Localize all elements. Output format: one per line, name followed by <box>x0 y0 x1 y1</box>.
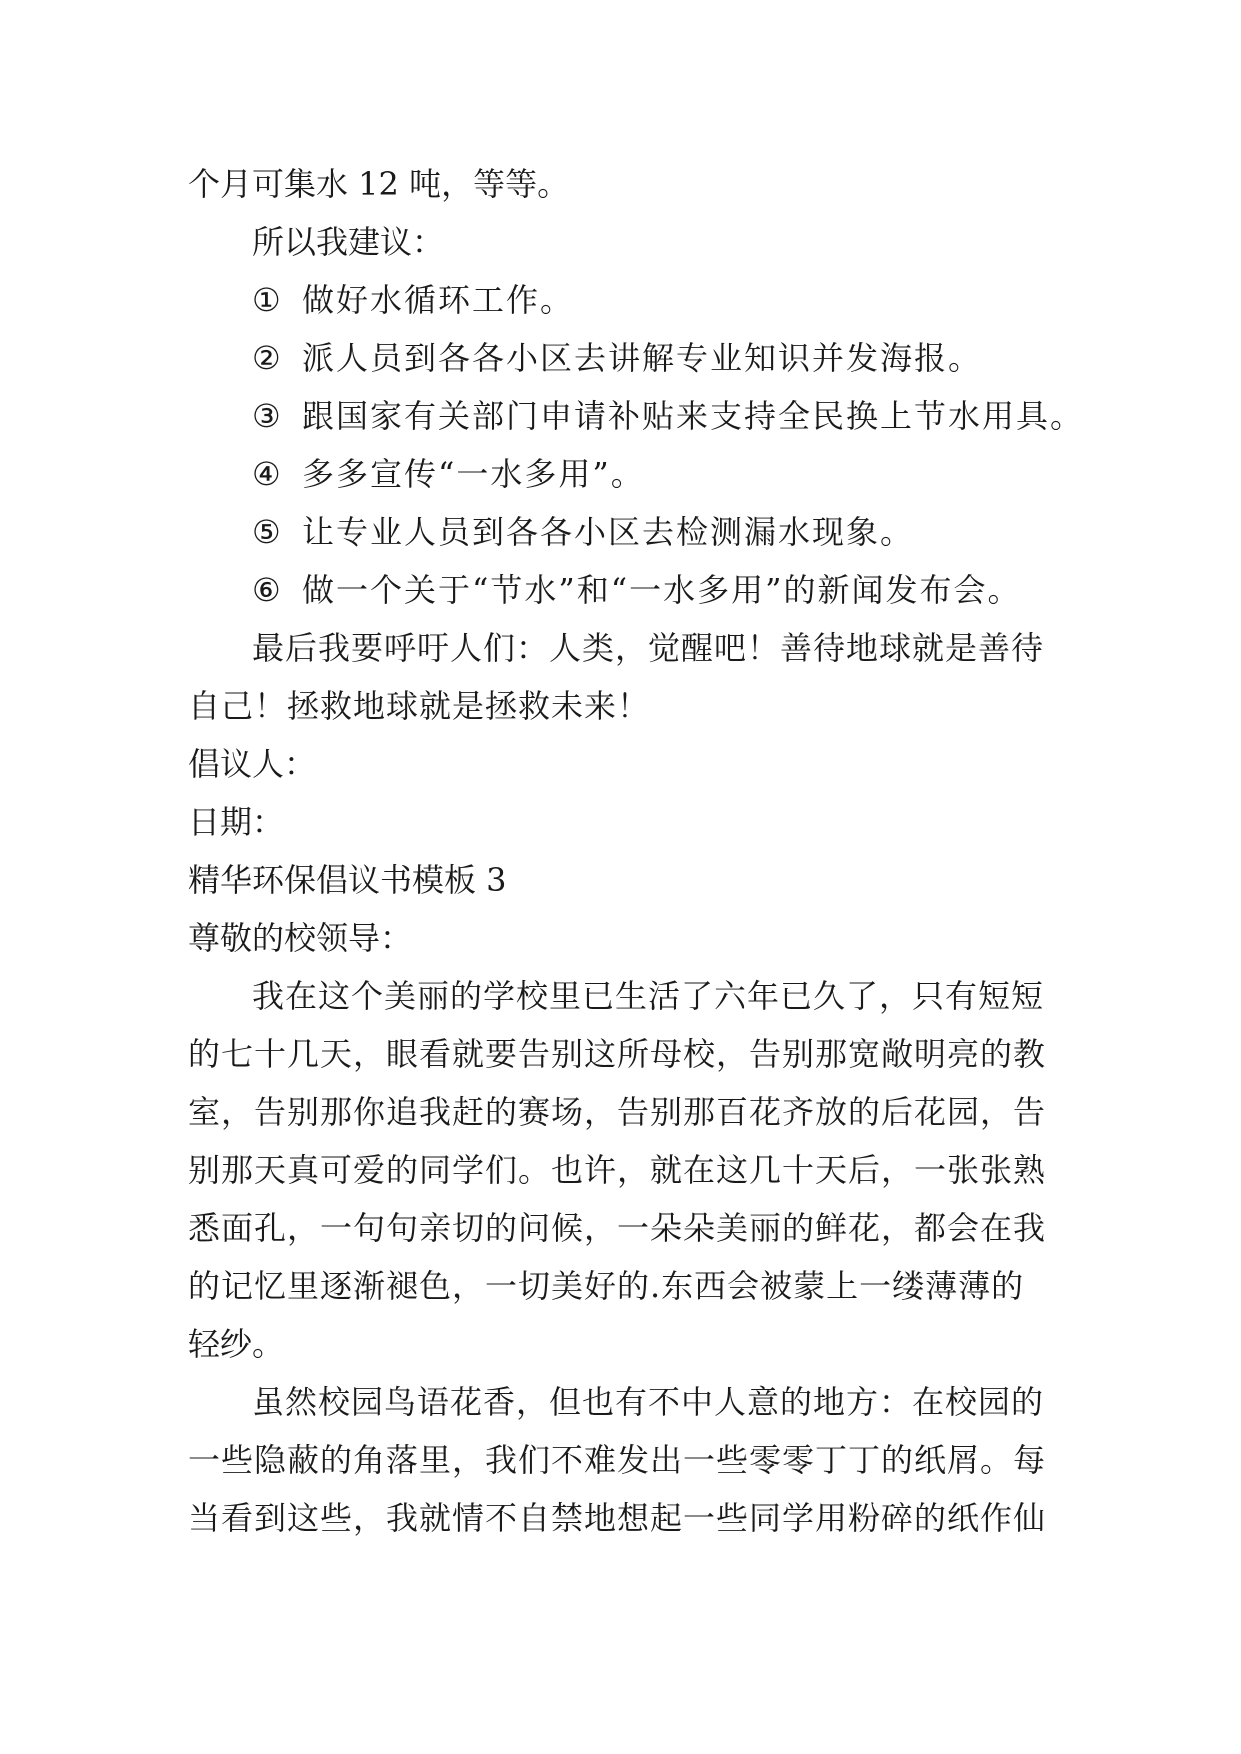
item-number-3: ③ <box>252 397 283 435</box>
paragraph-line: 轻纱。 <box>188 1325 285 1363</box>
suggestion-item-1 <box>188 271 1058 329</box>
suggestion-item-4 <box>188 445 1058 503</box>
item-number-1: ① <box>252 281 283 319</box>
suggestion-item-5 <box>188 503 1058 561</box>
suggestion-item-2 <box>188 329 1058 387</box>
item-text-5: 让专业人员到各各小区去检测漏水现象。 <box>302 513 915 551</box>
text-line: 个月可集水 12 吨，等等。 <box>188 165 570 203</box>
item-number-5: ⑤ <box>252 513 283 551</box>
date-label: 日期： <box>188 803 285 841</box>
paragraph-line: 的记忆里逐渐褪色，一切美好的.东西会被蒙上一缕薄薄的 <box>188 1267 1025 1305</box>
salutation: 尊敬的校领导： <box>188 919 413 957</box>
paragraph-line: 室，告别那你追我赶的赛场，告别那百花齐放的后花园，告 <box>188 1093 1047 1131</box>
paragraph-line: 当看到这些，我就情不自禁地想起一些同学用粉碎的纸作仙 <box>188 1499 1047 1537</box>
paragraph-line: 的七十几天，眼看就要告别这所母校，告别那宽敞明亮的教 <box>188 1035 1047 1073</box>
paragraph-line: 一些隐蔽的角落里，我们不难发出一些零零丁丁的纸屑。每 <box>188 1441 1047 1479</box>
paragraph-line: 悉面孔，一句句亲切的问候，一朵朵美丽的鲜花，都会在我 <box>188 1209 1047 1247</box>
section-title: 精华环保倡议书模板 3 <box>188 861 507 899</box>
item-text-1: 做好水循环工作。 <box>302 281 575 319</box>
item-number-2: ② <box>252 339 283 377</box>
paragraph-line: 虽然校园鸟语花香，但也有不中人意的地方：在校园的 <box>252 1383 1045 1421</box>
item-number-4: ④ <box>252 455 283 493</box>
paragraph-line: 别那天真可爱的同学们。也许，就在这几十天后，一张张熟 <box>188 1151 1047 1189</box>
item-text-4: 多多宣传“一水多用”。 <box>302 455 645 493</box>
item-text-2: 派人员到各各小区去讲解专业知识并发海报。 <box>302 339 983 377</box>
closing-appeal-line-2: 自己！拯救地球就是拯救未来！ <box>188 687 651 725</box>
item-number-6: ⑥ <box>252 571 283 609</box>
suggestion-item-6 <box>188 561 1058 619</box>
suggestion-item-3 <box>188 387 1085 445</box>
suggestion-intro: 所以我建议： <box>252 223 445 261</box>
proposer-label: 倡议人： <box>188 745 317 783</box>
item-text-3: 跟国家有关部门申请补贴来支持全民换上节水用具。 <box>302 397 1085 435</box>
closing-appeal-line-1: 最后我要呼吁人们：人类，觉醒吧！善待地球就是善待 <box>252 629 1045 667</box>
document-body <box>188 155 1085 1547</box>
item-text-6: 做一个关于“节水”和“一水多用”的新闻发布会。 <box>302 571 1022 609</box>
paragraph-line: 我在这个美丽的学校里已生活了六年已久了，只有短短 <box>252 977 1045 1015</box>
